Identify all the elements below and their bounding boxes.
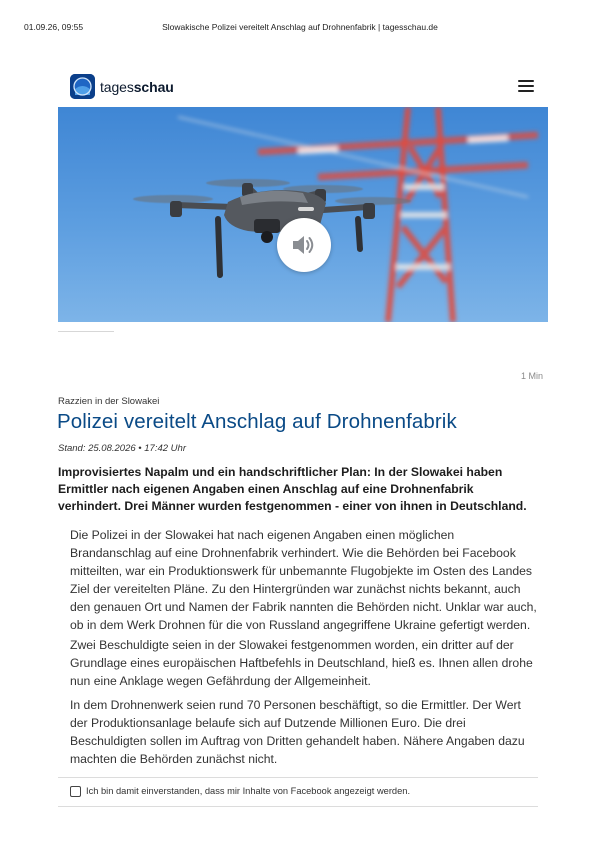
article-topline: Razzien in der Slowakei bbox=[58, 396, 160, 407]
article-timestamp: Stand: 25.08.2026 • 17:42 Uhr bbox=[58, 443, 186, 454]
article-paragraph: In dem Drohnenwerk seien rund 70 Personen beschäftigt, so die Ermittler. Der Wert der Produktionsanlage belaufe sich auf Dutzende Millionen Euro. Die drei Beschuldigten sollen im Auftrag von Dritten gehandelt haben. Nähere Angaben dazu machten die Behörden zunächst nicht. bbox=[70, 698, 525, 766]
article-paragraph: Die Polizei in der Slowakei hat nach eigenen Angaben einen möglichen Brandanschlag auf eine Drohnenfabrik verhindert. Wie die Behörden bei Facebook mitteilten, war ein Produktionswerk für unbemannte Flugobjekte im Osten des Landes Ziel der vereitelten Pläne. Zu den Hintergründen war zunächst nichts bekannt, auch den genauen Ort und Namen der Fabrik nannten die Behörden nicht. Unklar war auch, ob in dem Werk Drohnen für die von Russland angegriffene Ukraine gefertigt werden. bbox=[70, 528, 537, 632]
article-headline: Polizei vereitelt Anschlag auf Drohnenfabrik bbox=[57, 410, 457, 433]
print-page-title: Slowakische Polizei vereitelt Anschlag auf Drohnenfabrik | tagesschau.de bbox=[162, 22, 438, 32]
article-paragraph: Zwei Beschuldigte seien in der Slowakei festgenommen worden, ein dritter auf der Grundlage eines europäischen Haftbefehls in Deutschland, hieß es. Ihnen allen drohe nun eine Anklage wegen Gefährdung der Allgemeinheit. bbox=[70, 638, 533, 688]
divider bbox=[58, 806, 538, 807]
brand-suffix: schau bbox=[133, 79, 174, 95]
hamburger-menu-icon[interactable] bbox=[518, 80, 534, 94]
print-date: 01.09.26, 09:55 bbox=[24, 22, 84, 32]
divider bbox=[58, 331, 114, 332]
speaker-icon bbox=[291, 233, 317, 257]
hero-drone-illustration bbox=[58, 107, 548, 322]
reading-time: 1 Min bbox=[520, 371, 543, 381]
consent-checkbox[interactable] bbox=[70, 786, 81, 797]
brand-prefix: tages bbox=[100, 79, 134, 95]
print-header bbox=[0, 22, 600, 36]
brand-wordmark[interactable] bbox=[100, 79, 174, 95]
divider bbox=[58, 777, 538, 778]
drone bbox=[133, 179, 411, 275]
article-teaser: Improvisiertes Napalm und ein handschriftlicher Plan: In der Slowakei haben Ermittler nach eigenen Angaben einen Anschlag auf eine Drohnenfabrik verhindert. Drei Männer wurden festgenommen - einer von ihnen in Deutschland. bbox=[58, 465, 527, 513]
tagesschau-logo-icon[interactable] bbox=[70, 74, 95, 99]
audio-play-button[interactable] bbox=[277, 218, 331, 272]
consent-label[interactable]: Ich bin damit einverstanden, dass mir Inhalte von Facebook angezeigt werden. bbox=[86, 786, 411, 796]
hero-image bbox=[58, 107, 548, 322]
site-header bbox=[70, 74, 530, 102]
